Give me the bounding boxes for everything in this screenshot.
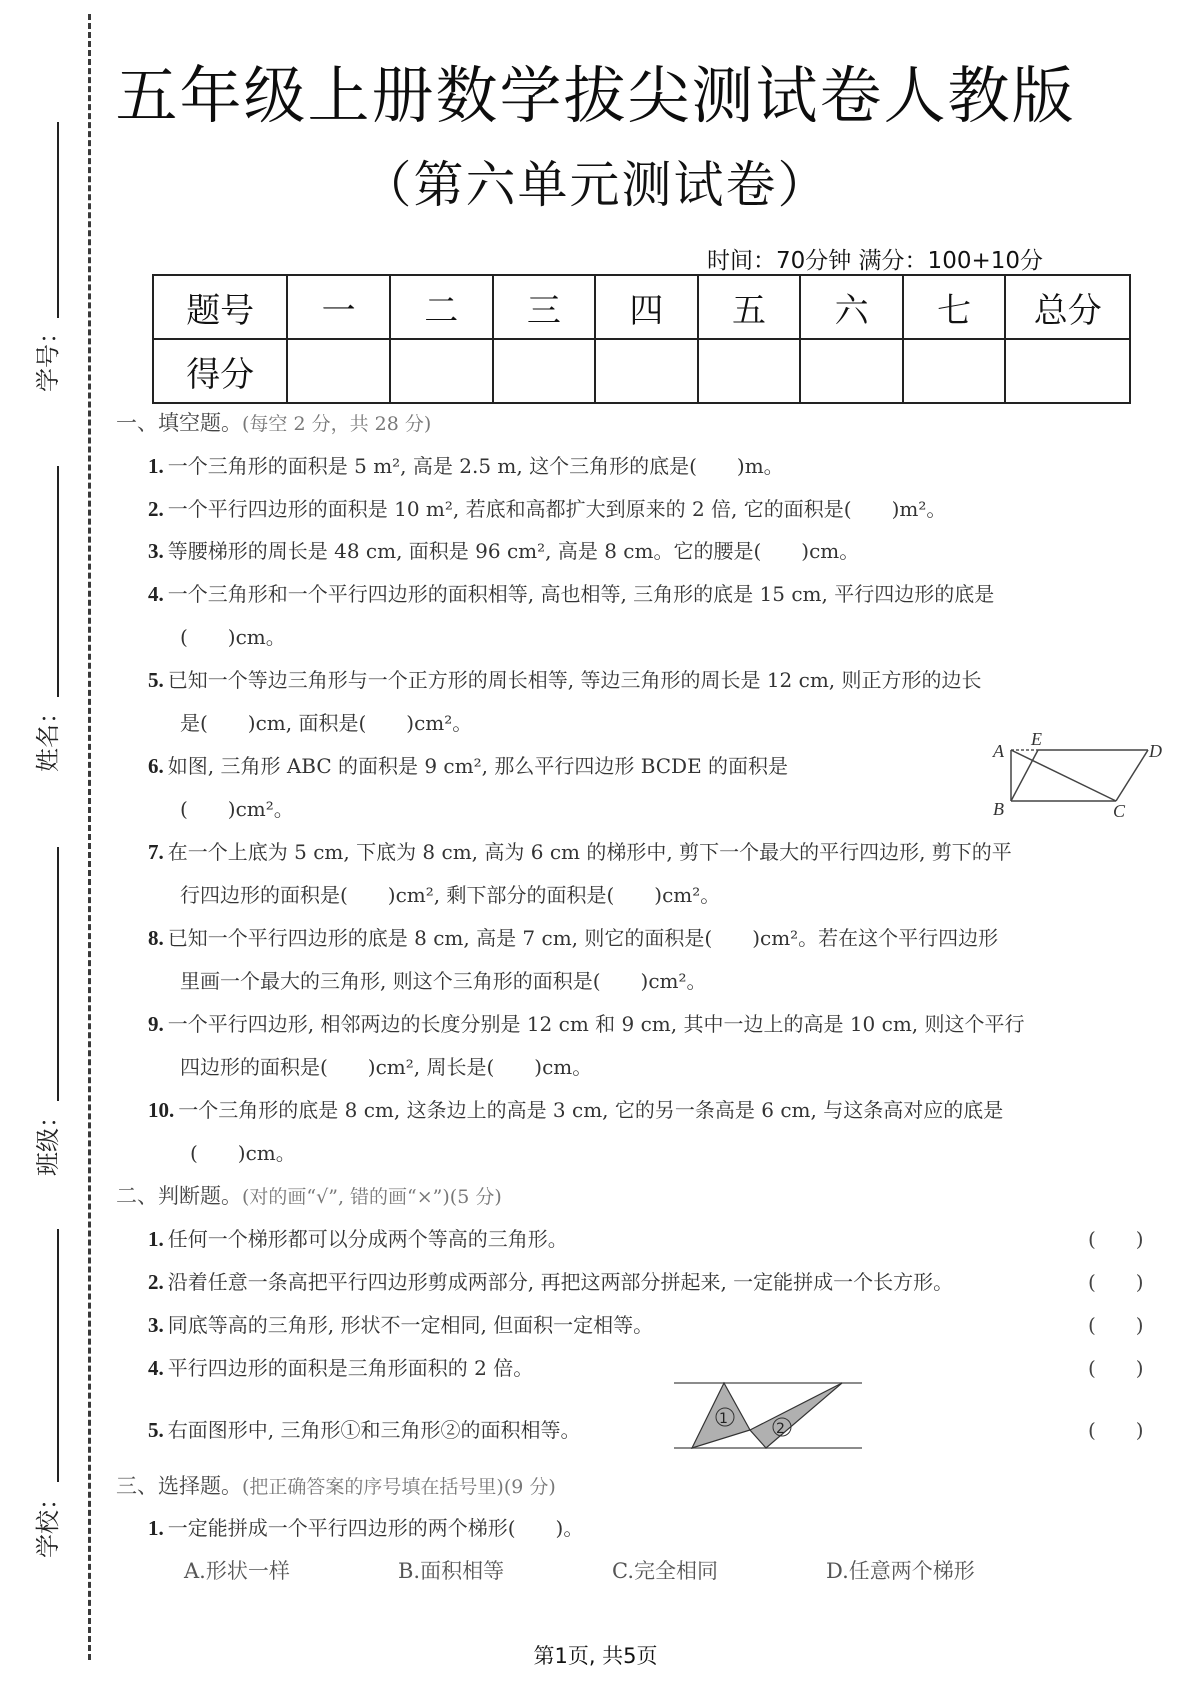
question-text: 一个三角形和一个平行四边形的面积相等, 高也相等, 三角形的底是 15 cm, 平行四边形的底是 [167,582,995,606]
fill-question-5-cont: 是( )cm, 面积是( )cm²。 [180,711,473,735]
svg-text:C: C [1113,801,1126,821]
question-text: 一个三角形的底是 8 cm, 这条边上的高是 3 cm, 它的另一条高是 6 cm, 与这条高对应的底是 [178,1098,1004,1122]
header-cell: 题号 [153,275,287,339]
header-cell: 七 [903,275,1006,339]
fill-question-9-cont: 四边形的面积是( )cm², 周长是( )cm。 [180,1055,593,1079]
section-1-heading [116,407,431,437]
option-a[interactable]: A.形状一样 [184,1559,290,1583]
parallelogram-figure [985,733,1165,821]
fill-question-1 [148,450,1151,479]
judge-question-3 [148,1309,1151,1338]
fill-question-7-cont: 行四边形的面积是( )cm², 剩下部分的面积是( )cm²。 [180,883,721,907]
score-cell-total[interactable] [1005,339,1130,403]
question-text: 一定能拼成一个平行四边形的两个梯形( )。 [167,1516,584,1540]
header-cell: 六 [800,275,903,339]
section-2-hint: (对的画“√”, 错的画“×”)(5 分) [242,1186,502,1208]
question-number: 3. [148,539,164,563]
fill-question-10-cont: ( )cm。 [190,1141,296,1165]
page-subtitle: （第六单元测试卷） [361,156,830,214]
score-cell[interactable] [903,339,1006,403]
answer-blank[interactable]: ( ) [1088,1418,1144,1442]
question-text: 等腰梯形的周长是 48 cm, 面积是 96 cm², 高是 8 cm。它的腰是( )cm。 [167,539,860,563]
question-text: 任何一个梯形都可以分成两个等高的三角形。 [167,1227,568,1251]
choice-question-1 [148,1512,1151,1541]
cut-line [88,14,91,1660]
option-b[interactable]: B.面积相等 [398,1559,505,1583]
question-number: 3. [148,1313,164,1337]
section-2-heading [116,1180,502,1210]
section-3-hint: (把正确答案的序号填在括号里)(9 分) [242,1476,556,1498]
section-3-heading [116,1470,556,1500]
question-text: 一个平行四边形的面积是 10 m², 若底和高都扩大到原来的 2 倍, 它的面积是( )m²。 [167,497,947,521]
section-1-hint: (每空 2 分，共 28 分) [242,413,432,435]
fill-question-4 [148,578,1151,607]
header-cell: 五 [698,275,801,339]
question-number: 1. [148,1516,164,1540]
option-d[interactable]: D.任意两个梯形 [826,1559,975,1583]
score-cell[interactable] [390,339,493,403]
name-line[interactable] [57,466,59,697]
fill-question-8-cont: 里画一个最大的三角形, 则这个三角形的面积是( )cm²。 [180,969,707,993]
fill-question-3 [148,535,1151,564]
svg-text:A: A [993,741,1004,761]
score-table [152,274,1131,404]
triangles-figure [672,1380,872,1454]
question-text: 同底等高的三角形, 形状不一定相同, 但面积一定相等。 [167,1313,654,1337]
school-line[interactable] [57,1229,59,1482]
option-c[interactable]: C.完全相同 [612,1559,718,1583]
score-cell[interactable] [595,339,698,403]
judge-question-1 [148,1223,1151,1252]
fill-question-10 [148,1094,1151,1123]
question-number: 4. [148,1356,164,1380]
question-text: 平行四边形的面积是三角形面积的 2 倍。 [167,1356,534,1380]
fill-question-4-cont: ( )cm。 [180,625,286,649]
page-title: 五年级上册数学拔尖测试卷人教版 [115,59,1076,132]
question-number: 10. [148,1098,175,1122]
header-cell: 总分 [1005,275,1130,339]
class-label: 班级： [34,1104,62,1176]
fill-question-5 [148,664,1151,693]
answer-blank[interactable]: ( ) [1088,1270,1144,1294]
score-table-header-row [153,275,1130,339]
question-number: 8. [148,926,164,950]
header-cell: 三 [493,275,596,339]
question-number: 4. [148,582,164,606]
fill-question-9 [148,1008,1151,1037]
fill-question-2 [148,493,1151,522]
svg-text:E: E [1031,733,1042,749]
svg-text:1: 1 [719,1411,728,1427]
class-line[interactable] [57,847,59,1101]
judge-question-5 [148,1414,1151,1443]
fill-question-8 [148,922,1151,951]
judge-question-2 [148,1266,1151,1295]
score-cell[interactable] [287,339,390,403]
question-number: 1. [148,454,164,478]
section-3-title: 三、选择题。 [116,1474,242,1498]
fill-question-6-cont: ( )cm²。 [180,797,294,821]
svg-text:2: 2 [776,1421,785,1437]
score-cell[interactable] [493,339,596,403]
svg-text:D: D [1149,741,1162,761]
header-cell: 一 [287,275,390,339]
exam-meta: 时间：70分钟 满分：100+10分 [706,248,1043,274]
header-cell: 二 [390,275,493,339]
score-row-label: 得分 [153,339,287,403]
question-number: 7. [148,840,164,864]
score-cell[interactable] [698,339,801,403]
question-text: 已知一个平行四边形的底是 8 cm, 高是 7 cm, 则它的面积是( )cm²。若在这个平行四边形 [167,926,999,950]
question-number: 5. [148,668,164,692]
question-number: 9. [148,1012,164,1036]
question-text: 右面图形中, 三角形①和三角形②的面积相等。 [167,1418,581,1442]
header-cell: 四 [595,275,698,339]
judge-question-4 [148,1352,1151,1381]
question-text: 如图, 三角形 ABC 的面积是 9 cm², 那么平行四边形 BCDE 的面积是 [167,754,789,778]
score-cell[interactable] [800,339,903,403]
page-number: 第1页, 共5页 [533,1644,658,1668]
school-label: 学校： [34,1486,62,1558]
question-number: 1. [148,1227,164,1251]
score-table-score-row [153,339,1130,403]
fill-question-7 [148,836,1151,865]
question-text: 沿着任意一条高把平行四边形剪成两部分, 再把这两部分拼起来, 一定能拼成一个长方形。 [167,1270,954,1294]
question-text: 在一个上底为 5 cm, 下底为 8 cm, 高为 6 cm 的梯形中, 剪下一个最大的平行四边形, 剪下的平 [167,840,1012,864]
section-2-title: 二、判断题。 [116,1184,242,1208]
question-number: 6. [148,754,164,778]
answer-blank[interactable]: ( ) [1088,1313,1144,1337]
answer-blank[interactable]: ( ) [1088,1356,1144,1380]
question-number: 2. [148,1270,164,1294]
name-label: 姓名： [34,700,62,772]
section-1-title: 一、填空题。 [116,411,242,435]
question-text: 一个三角形的面积是 5 m², 高是 2.5 m, 这个三角形的底是( )m。 [167,454,784,478]
svg-text:B: B [993,799,1004,819]
answer-blank[interactable]: ( ) [1088,1227,1144,1251]
question-number: 5. [148,1418,164,1442]
question-text: 已知一个等边三角形与一个正方形的周长相等, 等边三角形的周长是 12 cm, 则正方形的边长 [167,668,982,692]
question-number: 2. [148,497,164,521]
student-id-label: 学号： [34,320,62,392]
question-text: 一个平行四边形, 相邻两边的长度分别是 12 cm 和 9 cm, 其中一边上的高是 10 cm, 则这个平行 [167,1012,1025,1036]
